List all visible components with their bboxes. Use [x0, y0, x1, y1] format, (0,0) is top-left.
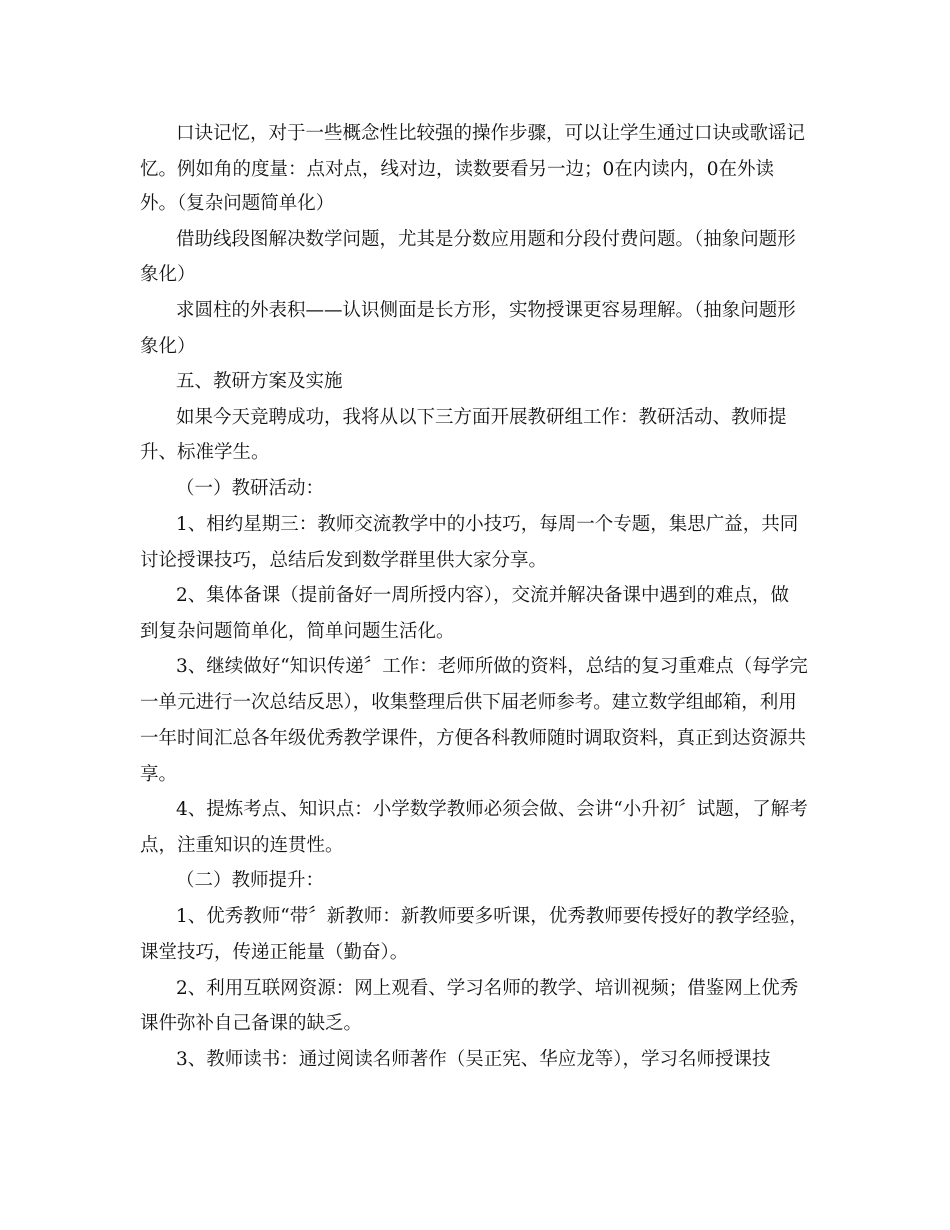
text-line: 求圆柱的外表积——认识侧面是长方形，实物授课更容易理解。（抽象问题形 [176, 300, 796, 321]
text-line: 课堂技巧，传递正能量（勤奋）。 [140, 942, 409, 963]
text-line: 象化） [140, 264, 196, 285]
text-line: 升、标准学生。 [140, 442, 270, 463]
text-line: 1、相约星期三：教师交流教学中的小技巧，每周一个专题，集思广益，共同 [176, 514, 799, 535]
text-line: 象化） [140, 336, 196, 357]
text-line: 4、提炼考点、知识点：小学数学教师必须会做、会讲“小升初〞试题，了解考 [176, 799, 808, 820]
text-line: 外。（复杂问题简单化） [140, 193, 335, 214]
text-line: 口诀记忆，对于一些概念性比较强的操作步骤，可以让学生通过口诀或歌谣记 [176, 123, 806, 144]
text-line: 如果今天竞聘成功，我将从以下三方面开展教研组工作：教研活动、教师提 [176, 407, 787, 428]
text-line: 1、优秀教师“带〞新教师：新教师要多听课，优秀教师要传授好的教学经验， [176, 906, 808, 927]
text-line: 到复杂问题简单化，简单问题生活化。 [140, 621, 455, 642]
text-line: 借助线段图解决数学问题，尤其是分数应用题和分段付费问题。（抽象问题形 [176, 229, 796, 250]
text-line: 点，注重知识的连贯性。 [140, 835, 344, 856]
text-line: 一单元进行一次总结反思），收集整理后供下届老师参考。建立数学组邮箱，利用 [140, 692, 797, 713]
text-line: 3、继续做好“知识传递〞工作：老师所做的资料，总结的复习重难点（每学完 [176, 656, 808, 677]
text-line: 一年时间汇总各年级优秀教学课件，方便各科教师随时调取资料，真正到达资源共 [140, 728, 807, 749]
subsection-heading: （二）教师提升： [176, 870, 325, 891]
text-line: 享。 [140, 764, 178, 785]
text-line: 课件弥补自己备课的缺乏。 [140, 1013, 363, 1034]
text-line: 讨论授课技巧，总结后发到数学群里供大家分享。 [140, 550, 548, 571]
text-line: 2、利用互联网资源：网上观看、学习名师的教学、培训视频；借鉴网上优秀 [176, 978, 799, 999]
section-heading: 五、教研方案及实施 [176, 371, 343, 392]
text-line: 2、集体备课（提前备好一周所授内容），交流并解决备课中遇到的难点，做 [176, 585, 790, 606]
subsection-heading: （一）教研活动： [176, 478, 325, 499]
text-line: 忆。例如角的度量：点对点，线对边，读数要看另一边；0在内读内，0在外读 [140, 159, 775, 180]
text-line: 3、教师读书：通过阅读名师著作（吴正宪、华应龙等），学习名师授课技 [176, 1049, 771, 1070]
